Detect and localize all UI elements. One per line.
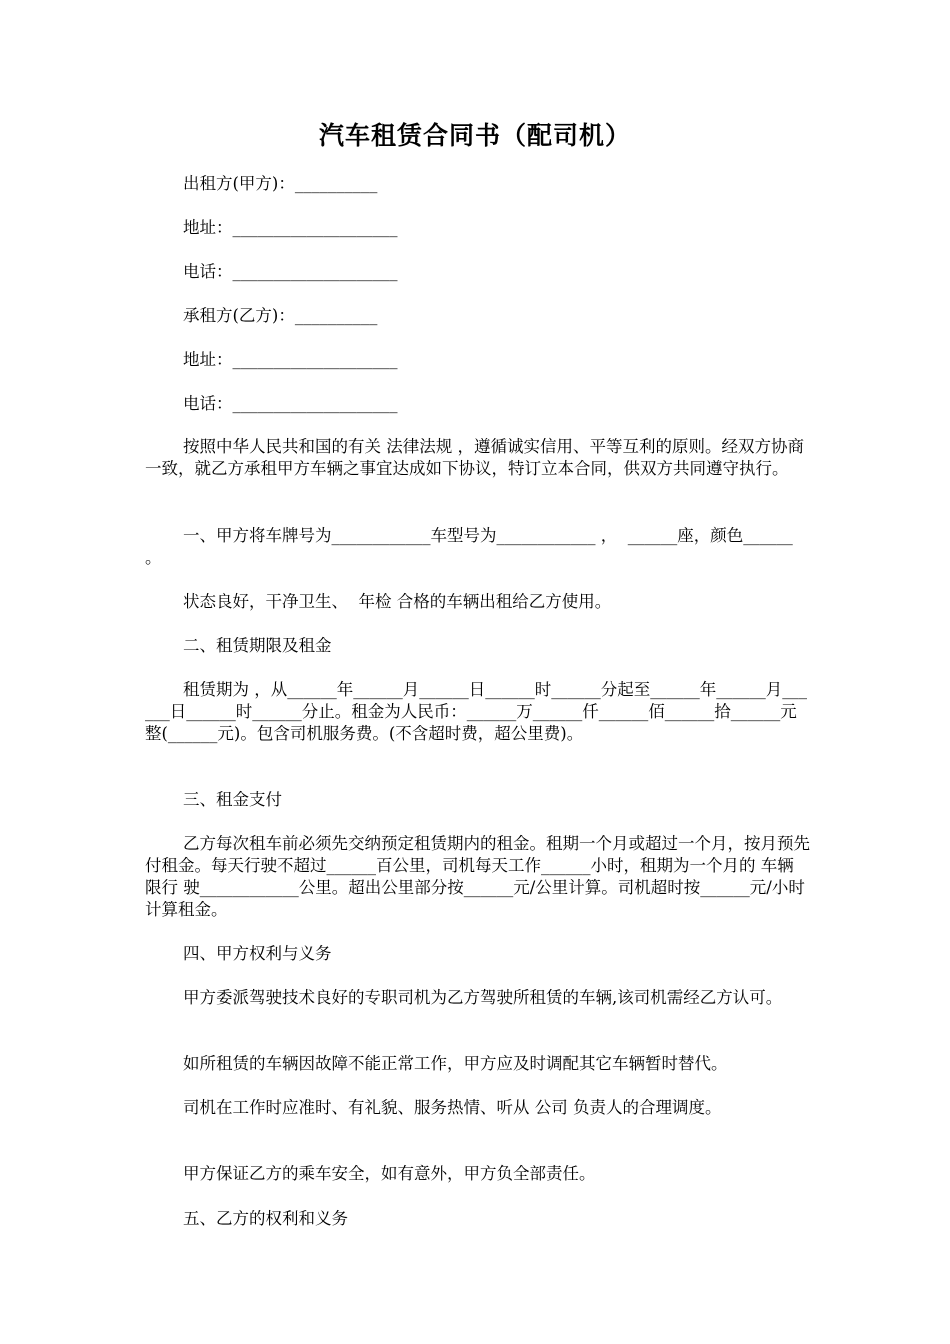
clause-2: 租赁期为 ，从______年______月______日______时______分起至______年______月______日______时______分止。租金为人民币：______万______仟______佰______拾______元整(______元)。包含司机服务费。(不含超时费，超公里费)。 xyxy=(145,680,807,743)
section-4-heading: 四、甲方权利与义务 xyxy=(183,944,332,963)
document-title: 汽车租赁合同书（配司机） xyxy=(318,121,631,150)
lessee-field: 承租方(乙方)：__________ xyxy=(183,306,378,325)
section-3-heading: 三、租金支付 xyxy=(183,790,282,809)
clause-4c: 司机在工作时应准时、有礼貌、服务热情、听从 公司 负责人的合理调度。 xyxy=(183,1098,722,1117)
clause-1-continued: 状态良好，干净卫生、 年检 合格的车辆出租给乙方使用。 xyxy=(183,592,612,611)
lessee-phone-field: 电话：____________________ xyxy=(183,394,398,413)
clause-4d: 甲方保证乙方的乘车安全，如有意外，甲方负全部责任。 xyxy=(183,1164,596,1183)
clause-1: 一、甲方将车牌号为____________车型号为____________ ， ______座，颜色______ 。 xyxy=(145,526,798,567)
preamble-paragraph: 按照中华人民共和国的有关 法律法规 ，遵循诚实信用、平等互利的原则。经双方协商一致，就乙方承租甲方车辆之事宜达成如下协议，特订立本合同，供双方共同遵守执行。 xyxy=(145,437,804,478)
clause-3: 乙方每次租车前必须先交纳预定租赁期内的租金。租期一个月或超过一个月，按月预先付租金。每天行驶不超过______百公里，司机每天工作______小时，租期为一个月的 车辆限行 驶____________公里。超出公里部分按______元/公里计算。司机超时按______元/小时计算租金。 xyxy=(145,834,810,919)
section-2-heading: 二、租赁期限及租金 xyxy=(183,636,332,655)
lessor-field: 出租方(甲方)：__________ xyxy=(183,174,378,193)
section-5-heading: 五、乙方的权利和义务 xyxy=(183,1209,348,1228)
lessor-phone-field: 电话：____________________ xyxy=(183,262,398,281)
lessee-address-field: 地址：____________________ xyxy=(183,350,398,369)
lessor-address-field: 地址：____________________ xyxy=(183,218,398,237)
clause-4b: 如所租赁的车辆因故障不能正常工作，甲方应及时调配其它车辆暂时替代。 xyxy=(183,1054,728,1073)
clause-4a: 甲方委派驾驶技术良好的专职司机为乙方驾驶所租赁的车辆,该司机需经乙方认可。 xyxy=(183,988,783,1007)
